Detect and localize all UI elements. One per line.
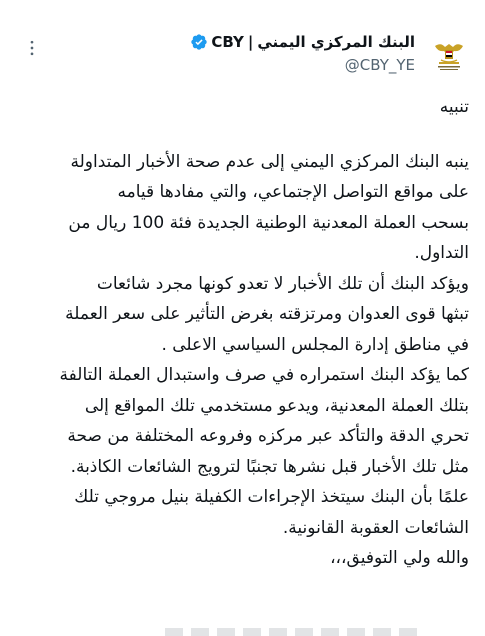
tweet-line: التداول. [414,243,469,263]
tweet-header [16,30,471,80]
tweet-line: تبثها قوى العدوان ومرتزقته بغرض التأثير على سعر العملة [65,304,469,324]
more-options-icon[interactable] [20,36,44,60]
tweet-text [14,92,469,574]
tweet-line: على مواقع التواصل الإجتماعي، والتي مفادها قيامه [117,182,469,202]
yemen-emblem-icon [427,32,471,76]
cut-off-text-row [0,622,485,636]
account-handle[interactable]: @CBY_YE [344,56,415,74]
display-name[interactable]: البنك المركزي اليمني [257,33,415,51]
display-name-row[interactable] [187,32,415,52]
tweet-line: ويؤكد البنك أن تلك الأخبار لا تعدو كونها مجرد شائعات [96,273,469,294]
tweet-line: بتلك العملة المعدنية، ويدعو مستخدمي تلك المواقع إلى [84,395,469,416]
tweet-line: كما يؤكد البنك استمراره في صرف واستبدال العملة التالفة [59,365,469,385]
tweet-line: والله ولي التوفيق،،، [330,548,469,568]
name-separator: | [247,33,254,51]
tweet-line: تحري الدقة والتأكد عبر مركزه وفروعه المختلفة من صحة [67,426,469,446]
tweet-line: بسحب العملة المعدنية الوطنية الجديدة فئة 100 ريال من [68,212,469,233]
verified-badge-icon [190,33,208,51]
tweet-line: مثل تلك الأخبار قبل نشرها تجنبًا لترويج الشائعات الكاذبة. [70,456,469,477]
tweet-line: علمًا بأن البنك سيتخذ الإجراءات الكفيلة بنيل مروجي تلك [74,487,469,507]
cut-off-text [165,628,425,636]
short-name[interactable]: CBY [211,33,244,51]
tweet-line: في مناطق إدارة المجلس السياسي الاعلى . [161,334,469,355]
tweet-line: الشائعات العقوبة القانونية. [282,517,469,538]
tweet-line: ينبه البنك المركزي اليمني إلى عدم صحة الأخبار المتداولة [70,151,469,172]
account-names [187,32,415,75]
tweet-title: تنبيه [439,97,469,117]
avatar[interactable] [427,32,471,76]
